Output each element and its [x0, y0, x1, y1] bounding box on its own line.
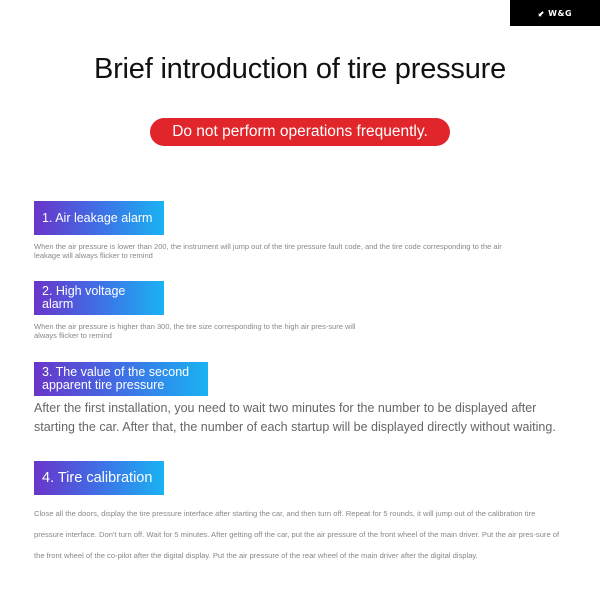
section-text-tire-calibration: Close all the doors, display the tire pressure interface after starting the car, and then turn off. Repeat for 5 rounds, it will jump out of the calibration tire pressure interface. Don't turn off. Wait for 5 minutes. After getting off the car, put the air pressure of the front wheel of the main driver. Put the air pres-sure of the front wheel of the co-pilot after the digital display. Put the air pressure of the rear wheel of the main driver after the digital display.	[34, 509, 560, 560]
warning-banner: Do not perform operations frequently.	[150, 118, 450, 146]
brand-logo-badge	[510, 0, 600, 26]
section-text-second-pressure: After the first installation, you need to wait two minutes for the number to be displayed after starting the car. After that, the number of each startup will be displayed directly without waiting.	[34, 401, 556, 434]
section-text-air-leakage: When the air pressure is lower than 200, the instrument will jump out of the tire pressure fault code, and the tire code corresponding to the air leakage will always flicker to remind	[34, 242, 502, 260]
page-title: Brief introduction of tire pressure	[93, 53, 507, 85]
brand-logo-text: W&G	[548, 8, 573, 18]
section-heading-air-leakage: 1. Air leakage alarm	[34, 201, 164, 235]
section-heading-tire-calibration: 4. Tire calibration	[34, 461, 164, 495]
section-text-high-voltage: When the air pressure is higher than 300, the tire size corresponding to the high air pres-sure will always flicker to remind	[34, 322, 356, 340]
section-heading-second-pressure: 3. The value of the second apparent tire pressure	[34, 362, 208, 396]
section-heading-high-voltage: 2. High voltage alarm	[34, 281, 164, 315]
brand-mark-icon: ⬋	[537, 8, 546, 18]
